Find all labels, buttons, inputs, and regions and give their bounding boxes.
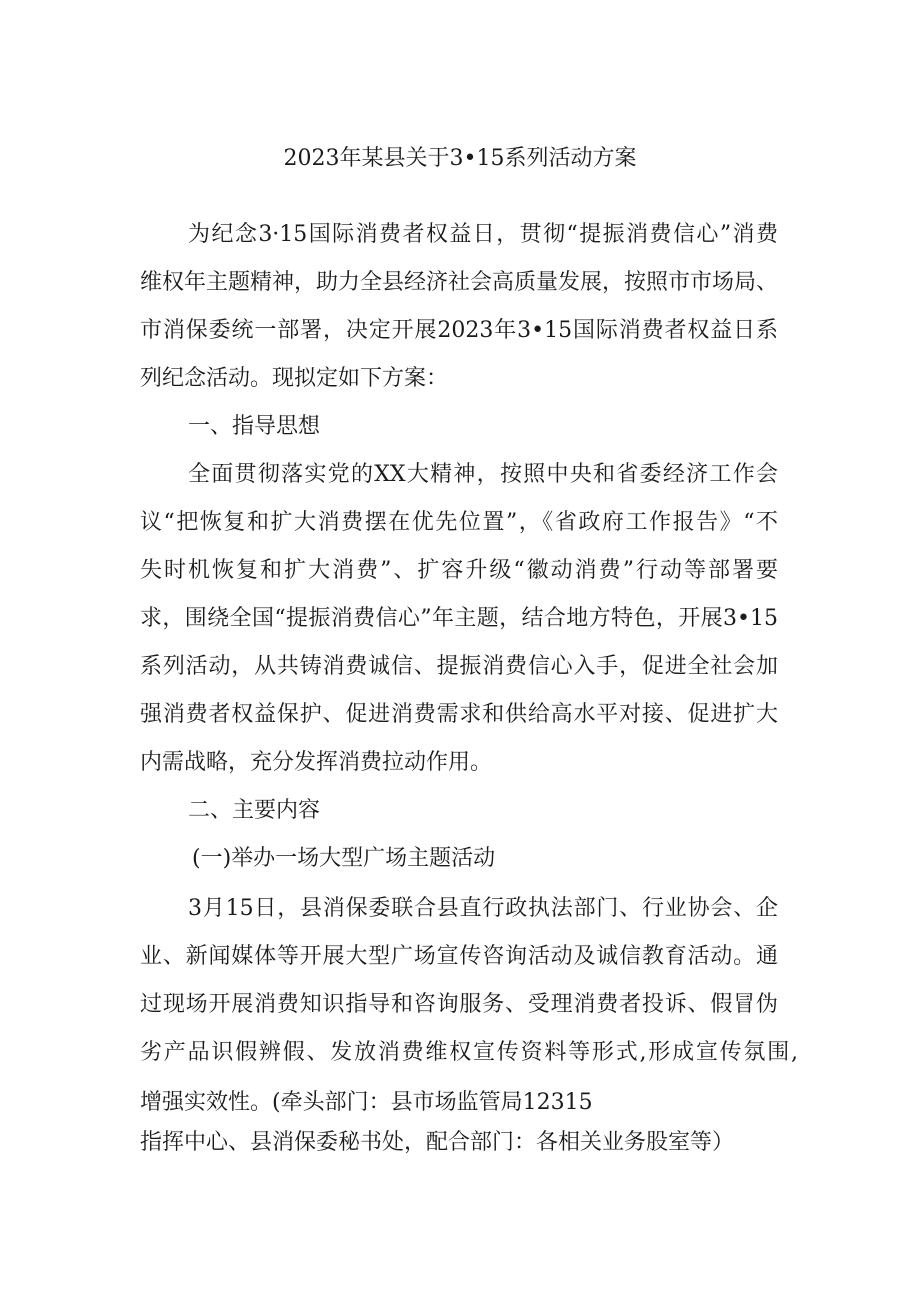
paragraph-line: 劣产品识假辨假、发放消费维权宣传资料等形式,形成宣传氛围, xyxy=(140,1040,798,1065)
paragraph-line: 增强实效性。(牵头部门：县市场监管局12315 xyxy=(140,1090,593,1115)
paragraph-line: 系列活动，从共铸消费诚信、提振消费信心入手，促进全社会加 xyxy=(140,654,778,679)
paragraph-line: 列纪念活动。现拟定如下方案： xyxy=(140,366,449,391)
paragraph-line: 失时机恢复和扩大消费”、扩容升级“徽动消费”行动等部署要 xyxy=(140,558,778,583)
document-title: 2023年某县关于3•15系列活动方案 xyxy=(283,146,637,171)
paragraph-line: 过现场开展消费知识指导和咨询服务、受理消费者投诉、假冒伪 xyxy=(140,992,778,1017)
section-heading: 一、指导思想 xyxy=(188,414,321,439)
paragraph-line: 强消费者权益保护、促进消费需求和供给高水平对接、促进扩大 xyxy=(140,702,778,727)
paragraph-line: 议“把恢复和扩大消费摆在优先位置”，《省政府工作报告》“不 xyxy=(140,510,778,535)
paragraph-line: 维权年主题精神，助力全县经济社会高质量发展，按照市市场局、 xyxy=(140,270,779,295)
paragraph-line: 业、新闻媒体等开展大型广场宣传咨询活动及诚信教育活动。通 xyxy=(140,944,778,969)
paragraph-line: 求，围绕全国“提振消费信心”年主题，结合地方特色，开展3•15 xyxy=(140,606,778,631)
paragraph-line: 为纪念3·15国际消费者权益日，贯彻“提振消费信心”消费 xyxy=(188,222,778,247)
subsection-heading: (一)举办一场大型广场主题活动 xyxy=(192,846,496,871)
paragraph-line: 内需战略，充分发挥消费拉动作用。 xyxy=(140,750,493,775)
section-heading: 二、主要内容 xyxy=(188,798,321,823)
paragraph-line: 市消保委统一部署，决定开展2023年3•15国际消费者权益日系 xyxy=(140,318,778,343)
paragraph-line: 全面贯彻落实党的XX大精神，按照中央和省委经济工作会 xyxy=(188,462,778,487)
paragraph-line: 指挥中心、县消保委秘书处，配合部门：各相关业务股室等） xyxy=(140,1130,735,1155)
paragraph-line: 3月15日，县消保委联合县直行政执法部门、行业协会、企 xyxy=(188,896,778,921)
